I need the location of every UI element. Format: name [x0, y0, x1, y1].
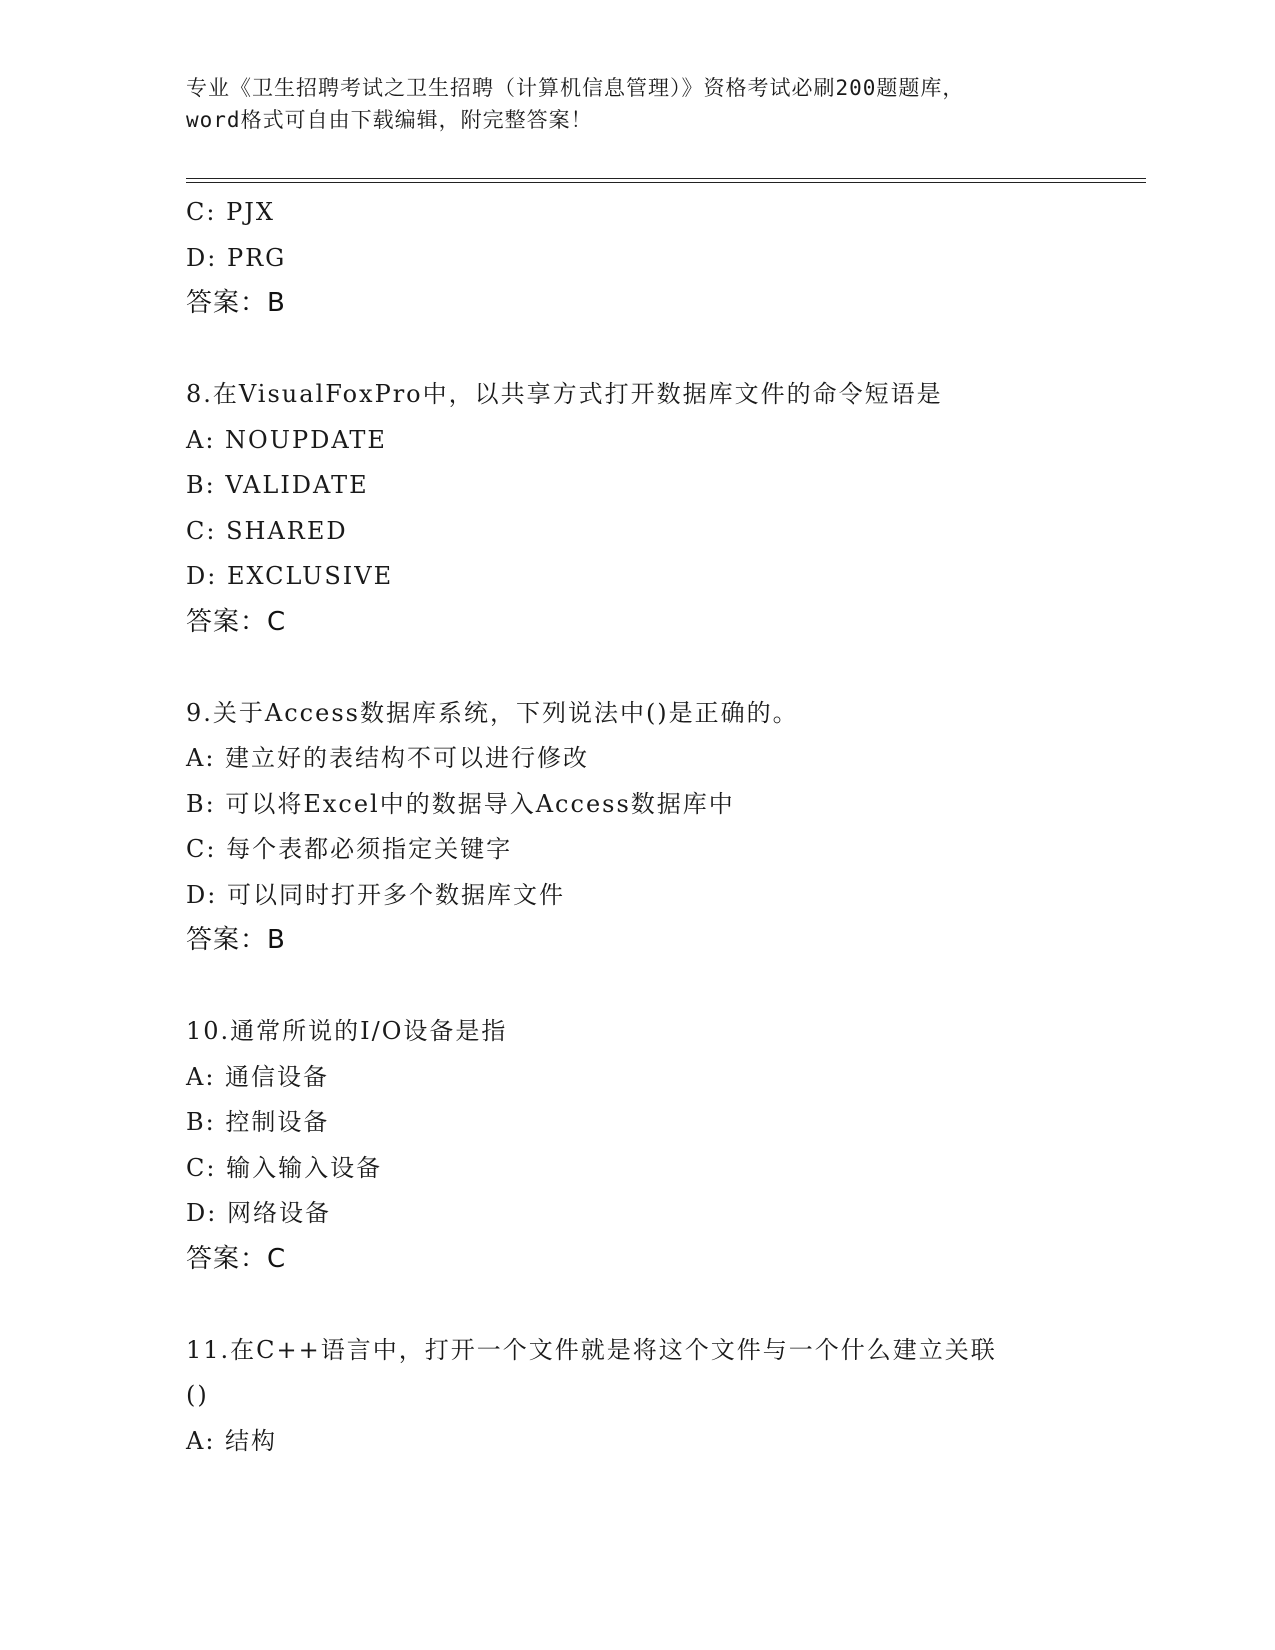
option-c: C: 每个表都必须指定关键字: [186, 835, 513, 863]
option-d: D: 可以同时打开多个数据库文件: [186, 880, 565, 909]
answer-label: 答案：C: [186, 1243, 287, 1274]
question-text: 9.关于Access数据库系统，下列说法中()是正确的。: [186, 698, 799, 727]
spacer: [186, 1282, 1106, 1328]
option-d: D: EXCLUSIVE: [186, 562, 394, 590]
header-title-line-2: word格式可自由下载编辑，附完整答案！: [186, 108, 593, 132]
option-b: B: VALIDATE: [186, 471, 369, 499]
question-text-line-2: (): [186, 1381, 209, 1409]
spacer: [186, 327, 1106, 373]
question-block-8: [186, 372, 1106, 645]
option-a: A: 通信设备: [186, 1062, 330, 1091]
option-b: B: 控制设备: [186, 1108, 330, 1136]
question-text-line-1: 11.在C++语言中，打开一个文件就是将这个文件与一个什么建立关联: [186, 1335, 997, 1364]
question-block-10: [186, 1009, 1106, 1282]
option-d: D: PRG: [186, 243, 287, 272]
option-a: A: 结构: [186, 1426, 278, 1455]
option-c: C: PJX: [186, 198, 275, 226]
answer-label: 答案：B: [186, 925, 286, 955]
question-text: 10.通常所说的I/O设备是指: [186, 1017, 508, 1045]
question-list: [186, 190, 1106, 1464]
option-c: C: 输入输入设备: [186, 1153, 383, 1182]
answer-label: 答案：C: [186, 606, 287, 637]
spacer: [186, 645, 1106, 691]
header-title-line-1: 专业《卫生招聘考试之卫生招聘（计算机信息管理）》资格考试必刷200题题库，: [186, 76, 965, 100]
option-a: A: NOUPDATE: [186, 425, 387, 454]
header-divider-top: [186, 178, 1146, 179]
spacer: [186, 964, 1106, 1010]
answer-label: 答案：B: [186, 288, 286, 318]
question-text: 8.在VisualFoxPro中，以共享方式打开数据库文件的命令短语是: [186, 380, 943, 408]
question-block-7: [186, 190, 1106, 327]
question-block-9: [186, 691, 1106, 964]
option-d: D: 网络设备: [186, 1199, 331, 1227]
question-block-11: [186, 1328, 1106, 1465]
option-b: B: 可以将Excel中的数据导入Access数据库中: [186, 789, 735, 818]
header-divider-bottom: [186, 182, 1146, 183]
option-a: A: 建立好的表结构不可以进行修改: [186, 744, 590, 772]
document-header: [186, 72, 1086, 136]
option-c: C: SHARED: [186, 516, 348, 545]
